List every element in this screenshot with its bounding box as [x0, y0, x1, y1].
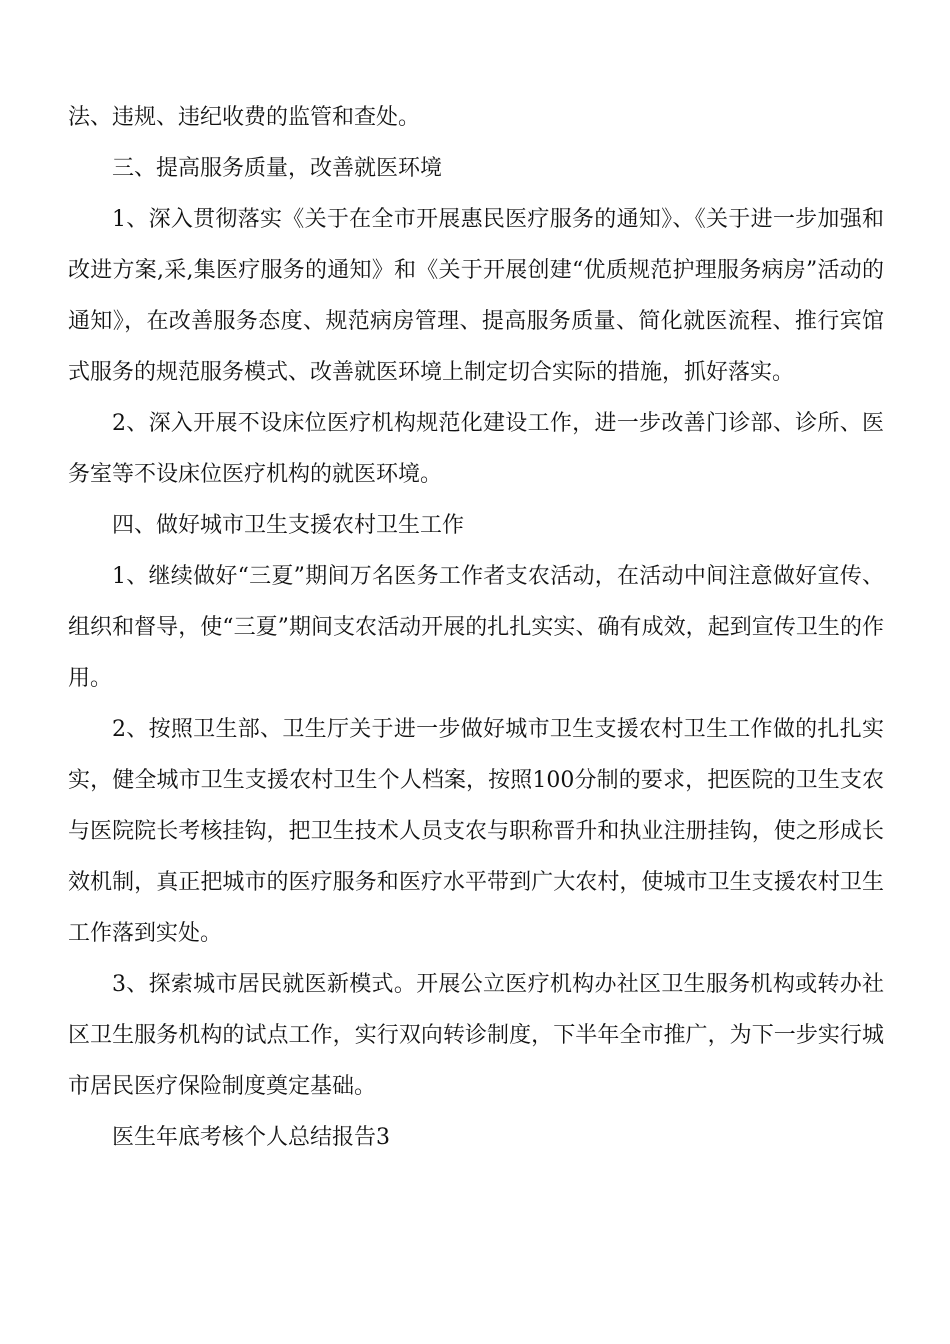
paragraph-4-3: 3、探索城市居民就医新模式。开展公立医疗机构办社区卫生服务机构或转办社区卫生服务机构的试点工作，实行双向转诊制度，下半年全市推广，为下一步实行城市居民医疗保险制度奠定基础。: [68, 972, 884, 1099]
paragraph-continuation: 法、违规、违纪收费的监管和查处。: [68, 105, 421, 130]
report-title: 医生年底考核个人总结报告3: [112, 1125, 390, 1150]
paragraph-3-2: 2、深入开展不设床位医疗机构规范化建设工作，进一步改善门诊部、诊所、医务室等不设床位医疗机构的就医环境。: [68, 411, 884, 487]
section-heading-3: 三、提高服务质量，改善就医环境: [112, 156, 443, 181]
paragraph-3-1: 1、深入贯彻落实《关于在全市开展惠民医疗服务的通知》、《关于进一步加强和改进方案,采,集医疗服务的通知》和《关于开展创建“优质规范护理服务病房”活动的通知》，在改善服务态度、规范病房管理、提高服务质量、简化就医流程、推行宾馆式服务的规范服务模式、改善就医环境上制定切合实际的措施，抓好落实。: [68, 207, 884, 385]
section-heading-4: 四、做好城市卫生支援农村卫生工作: [112, 513, 465, 538]
document-body: [68, 92, 884, 1163]
paragraph-4-1: 1、继续做好“三夏”期间万名医务工作者支农活动，在活动中间注意做好宣传、组织和督导，使“三夏”期间支农活动开展的扎扎实实、确有成效，起到宣传卫生的作用。: [68, 564, 884, 691]
paragraph-4-2: 2、按照卫生部、卫生厅关于进一步做好城市卫生支援农村卫生工作做的扎扎实实，健全城市卫生支援农村卫生个人档案，按照100分制的要求，把医院的卫生支农与医院院长考核挂钩，把卫生技术人员支农与职称晋升和执业注册挂钩，使之形成长效机制，真正把城市的医疗服务和医疗水平带到广大农村，使城市卫生支援农村卫生工作落到实处。: [68, 717, 884, 946]
